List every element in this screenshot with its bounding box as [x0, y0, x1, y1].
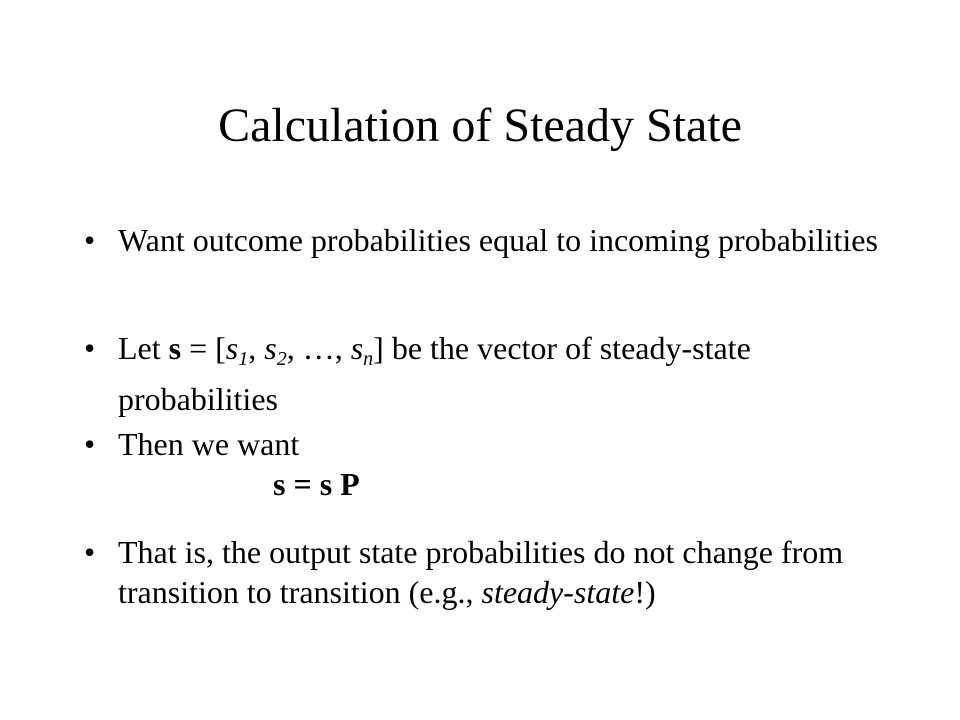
steady-state-formula: s = s P: [273, 466, 360, 502]
bullet-text-eq: = [: [181, 330, 226, 366]
s1-subscript: 1: [238, 348, 249, 370]
slide-title: Calculation of Steady State: [218, 99, 742, 152]
bullet-marker: •: [84, 222, 96, 258]
separator: , …,: [286, 330, 351, 366]
bullet-item: [84, 532, 898, 612]
bullet-marker: •: [84, 426, 96, 462]
bullet-text-pre: Let: [118, 330, 169, 366]
bullet-text-post: ] be the vector of steady-state probabilities: [118, 330, 751, 417]
bullet-item: [84, 220, 898, 260]
bullet-text: Want outcome probabilities equal to incoming probabilities: [118, 222, 878, 258]
bullet-marker: •: [84, 330, 96, 366]
s1-var: s: [225, 330, 239, 366]
bullet-item: [84, 328, 898, 419]
vector-symbol: s: [168, 330, 182, 366]
bullet-text-italic: steady-state: [481, 574, 635, 610]
separator: ,: [248, 330, 265, 366]
s2-var: s: [264, 330, 277, 366]
bullet-text: Then we want: [118, 426, 300, 462]
bullet-text-pre: That is, the output state probabilities do not change from transition to transition (e.g.,: [118, 534, 844, 610]
bullet-marker: •: [84, 534, 96, 570]
bullet-text-post: !): [634, 574, 656, 610]
s2-subscript: 2: [276, 348, 287, 370]
bullet-item: [84, 424, 898, 504]
sn-subscript: n: [363, 348, 374, 370]
sn-var: s: [350, 330, 364, 366]
